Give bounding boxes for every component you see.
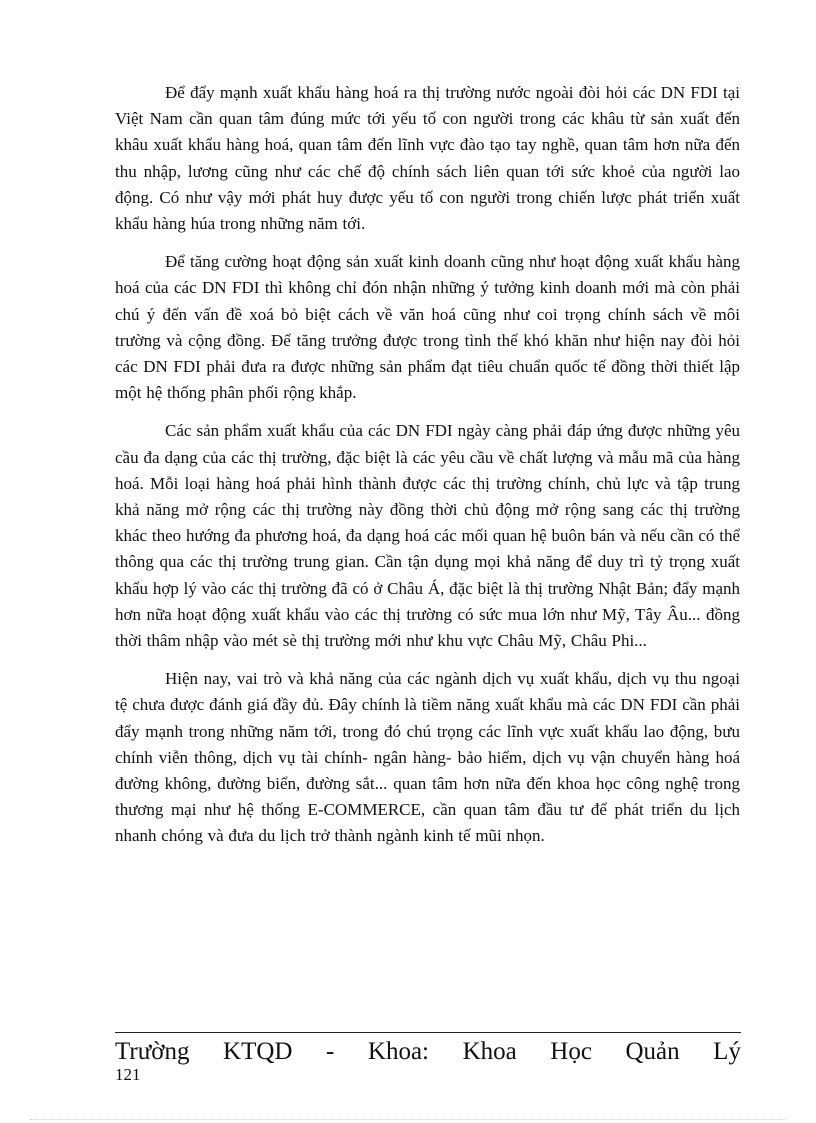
- paragraph-2: Để tăng cường hoạt động sản xuất kinh doanh cũng như hoạt động xuất khẩu hàng hoá của các DN FDI thì không chỉ đón nhận những ý tưởng kinh doanh mới mà còn phải chú ý đến vấn đề xoá bỏ biệt cách về văn hoá cũng như coi trọng chính sách về môi trường và cộng đồng. Để tăng trưởng được trong tình thế khó khăn như hiện nay đòi hỏi các DN FDI phải đưa ra được những sản phẩm đạt tiêu chuẩn quốc tế đồng thời thiết lập một hệ thống phân phối rộng khắp.: [115, 252, 740, 403]
- footer-word: Khoa: [462, 1038, 517, 1065]
- footer-word: Trường: [115, 1038, 190, 1065]
- footer-word: KTQD: [223, 1038, 293, 1065]
- page-bottom-border: [30, 1119, 786, 1120]
- footer-school-faculty: [115, 1036, 741, 1068]
- footer-divider: [115, 1032, 741, 1033]
- paragraph-1: Để đẩy mạnh xuất khẩu hàng hoá ra thị trường nước ngoài đòi hỏi các DN FDI tại Việt Nam cần quan tâm đúng mức tới yếu tố con người trong các khâu từ sản xuất đến khâu xuất khẩu hàng hoá, quan tâm đến lĩnh vực đào tạo tay nghề, quan tâm hơn nữa đến thu nhập, lương cũng như các chế độ chính sách liên quan tới sức khoẻ của người lao động. Có như vậy mới phát huy được yếu tố con người trong chiến lược phát triển xuất khẩu hàng húa trong những năm tới.: [115, 83, 740, 234]
- paragraph-4: Hiện nay, vai trò và khả năng của các ngành dịch vụ xuất khẩu, dịch vụ thu ngoại tệ chưa được đánh giá đầy đủ. Đây chính là tiềm năng xuất khẩu mà các DN FDI cần phải đẩy mạnh trong những năm tới, trong đó chú trọng các lĩnh vực xuất khẩu lao động, bưu chính viễn thông, dịch vụ tài chính- ngân hàng- bảo hiểm, dịch vụ vận chuyển hàng hoá đường không, đường biển, đường sắt... quan tâm hơn nữa đến khoa học công nghệ trong thương mại như hệ thống E-COMMERCE, cần quan tâm đầu tư để phát triển du lịch nhanh chóng và đưa du lịch trở thành ngành kinh tế mũi nhọn.: [115, 669, 740, 846]
- footer-word: Lý: [713, 1038, 741, 1065]
- footer-word: Học: [550, 1038, 592, 1065]
- footer-word: Quản: [625, 1038, 680, 1065]
- paragraph-3: Các sản phẩm xuất khẩu của các DN FDI ngày càng phải đáp ứng được những yêu cầu đa dạng của các thị trường, đặc biệt là các yêu cầu về chất lượng và mẫu mã của hàng hoá. Mỗi loại hàng hoá phải hình thành được các thị trường chính, chủ lực và tập trung khả năng mở rộng các thị trường này đồng thời chủ động mở rộng sang các thị trường khác theo hướng đa phương hoá, đa dạng hoá các mối quan hệ buôn bán và nếu cần có thể thông qua các thị trường trung gian. Cần tận dụng mọi khả năng để duy trì tỷ trọng xuất khẩu hợp lý vào các thị trường đã có ở Châu Á, đặc biệt là thị trường Nhật Bản; đẩy mạnh hơn nữa hoạt động xuất khẩu vào các thị trường có sức mua lớn như Mỹ, Tây Âu... đồng thời thâm nhập vào mét sè thị trường mới như khu vực Châu Mỹ, Châu Phi...: [115, 421, 740, 651]
- footer-word: Khoa:: [367, 1038, 430, 1065]
- body-text: [115, 80, 740, 862]
- footer-word: -: [326, 1038, 335, 1065]
- page-number: 121: [115, 1065, 141, 1084]
